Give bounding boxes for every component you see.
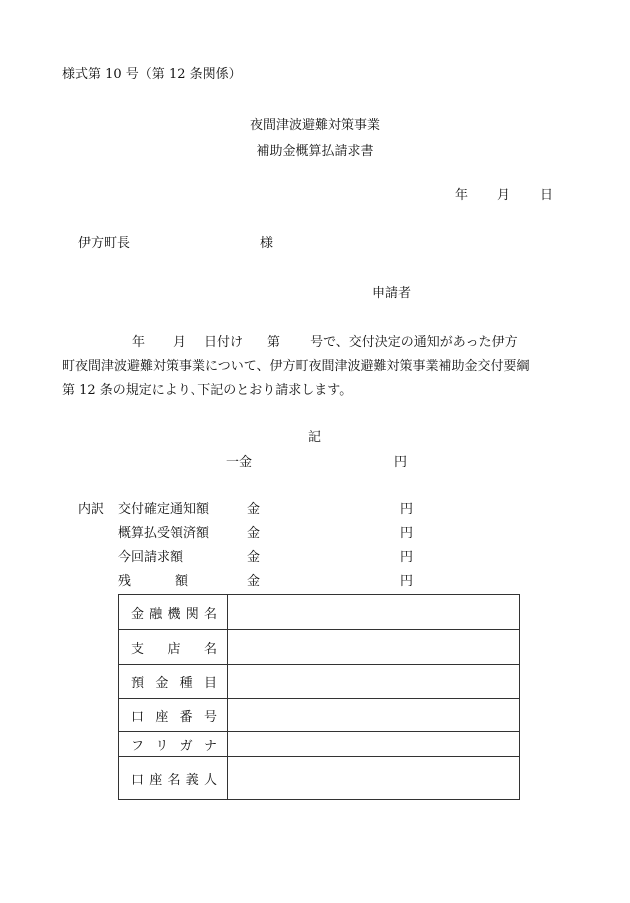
bank-label-cell xyxy=(119,757,228,800)
branch-name-field[interactable] xyxy=(228,630,520,665)
applicant-label: 申請者 xyxy=(372,286,412,301)
bank-label-cell xyxy=(119,595,228,630)
label-char: 機 xyxy=(167,606,181,622)
furigana-field[interactable] xyxy=(228,732,520,757)
label-char: 号 xyxy=(203,709,217,725)
label-char: 名 xyxy=(203,606,217,622)
label-char: 口 xyxy=(131,772,145,788)
account-holder-field[interactable] xyxy=(228,757,520,800)
table-row xyxy=(119,595,520,630)
breakdown-item-1-kin: 金 xyxy=(247,502,261,517)
bank-account-table xyxy=(118,594,520,800)
label-char: 目 xyxy=(203,676,217,691)
addressee-name: 伊方町長 xyxy=(78,236,131,251)
document-title-line2: 補助金概算払請求書 xyxy=(256,144,374,159)
label-deposit-type xyxy=(119,672,227,691)
paragraph-line-2: 町夜間津波避難対策事業について、伊方町夜間津波避難対策事業補助金交付要綱 xyxy=(62,359,530,374)
total-prefix: 一金 xyxy=(226,455,253,470)
body-dai: 第 xyxy=(267,335,281,350)
label-char: 種 xyxy=(179,676,193,691)
body-year: 年 xyxy=(132,335,146,350)
label-char: ガ xyxy=(179,738,193,754)
label-char: ナ xyxy=(203,738,217,754)
breakdown-item-3-yen: 円 xyxy=(400,550,414,565)
account-number-field[interactable] xyxy=(228,699,520,732)
table-row xyxy=(119,630,520,665)
bank-label-cell xyxy=(119,630,228,665)
label-char: フ xyxy=(131,738,145,754)
breakdown-item-4-yen: 円 xyxy=(400,574,414,589)
label-char: 金 xyxy=(155,676,169,691)
breakdown-item-2-name: 概算払受領済額 xyxy=(118,526,210,541)
bank-name-field[interactable] xyxy=(228,595,520,630)
breakdown-item-3-name: 今回請求額 xyxy=(118,550,184,565)
deposit-type-field[interactable] xyxy=(228,665,520,699)
label-account-number xyxy=(119,706,227,725)
label-char: 金 xyxy=(131,606,145,622)
table-row xyxy=(119,699,520,732)
label-char: 義 xyxy=(185,772,199,788)
table-row xyxy=(119,665,520,699)
date-month: 月 xyxy=(497,188,511,203)
label-bank-name xyxy=(119,603,227,622)
table-row xyxy=(119,732,520,757)
label-char: 番 xyxy=(179,709,193,725)
label-char: 名 xyxy=(167,772,181,788)
label-char: 口 xyxy=(131,709,145,725)
body-go: 号で、交付決定の通知があった伊方 xyxy=(310,335,518,350)
bank-label-cell xyxy=(119,732,228,757)
table-row xyxy=(119,757,520,800)
label-char: 名 xyxy=(203,641,217,657)
bank-label-cell xyxy=(119,665,228,699)
breakdown-item-4-kin: 金 xyxy=(247,574,261,589)
label-branch-name xyxy=(119,638,227,657)
ki-heading: 記 xyxy=(308,430,322,445)
label-char: 融 xyxy=(149,606,163,622)
breakdown-item-2-kin: 金 xyxy=(247,526,261,541)
label-char: 預 xyxy=(131,676,145,691)
label-char: 座 xyxy=(149,772,163,788)
label-char: リ xyxy=(155,738,169,754)
bank-label-cell xyxy=(119,699,228,732)
label-char: 店 xyxy=(167,641,181,657)
paragraph-line-3: 第 12 条の規定により､下記のとおり請求します。 xyxy=(62,383,353,398)
breakdown-item-4-name: 残額 xyxy=(118,574,233,589)
label-char: 支 xyxy=(131,641,145,657)
label-char: 座 xyxy=(155,709,169,725)
breakdown-item-1-yen: 円 xyxy=(400,502,414,517)
request-paragraph xyxy=(62,331,582,403)
form-number: 様式第 10 号（第 12 条関係） xyxy=(62,67,242,82)
addressee-honorific: 様 xyxy=(260,236,274,251)
body-date-suffix: 日付け xyxy=(204,335,244,350)
body-month: 月 xyxy=(173,335,187,350)
breakdown-label: 内訳 xyxy=(78,502,105,517)
document-title-line1: 夜間津波避難対策事業 xyxy=(249,118,380,133)
label-account-holder xyxy=(119,769,227,788)
date-day: 日 xyxy=(540,188,554,203)
breakdown-item-1-name: 交付確定通知額 xyxy=(118,502,210,517)
label-furigana xyxy=(119,735,227,754)
paragraph-line-1 xyxy=(62,331,582,355)
label-char: 人 xyxy=(203,772,217,788)
breakdown-item-2-yen: 円 xyxy=(400,526,414,541)
label-char: 関 xyxy=(185,606,199,622)
breakdown-item-3-kin: 金 xyxy=(247,550,261,565)
date-year: 年 xyxy=(455,188,469,203)
total-unit: 円 xyxy=(394,455,408,470)
